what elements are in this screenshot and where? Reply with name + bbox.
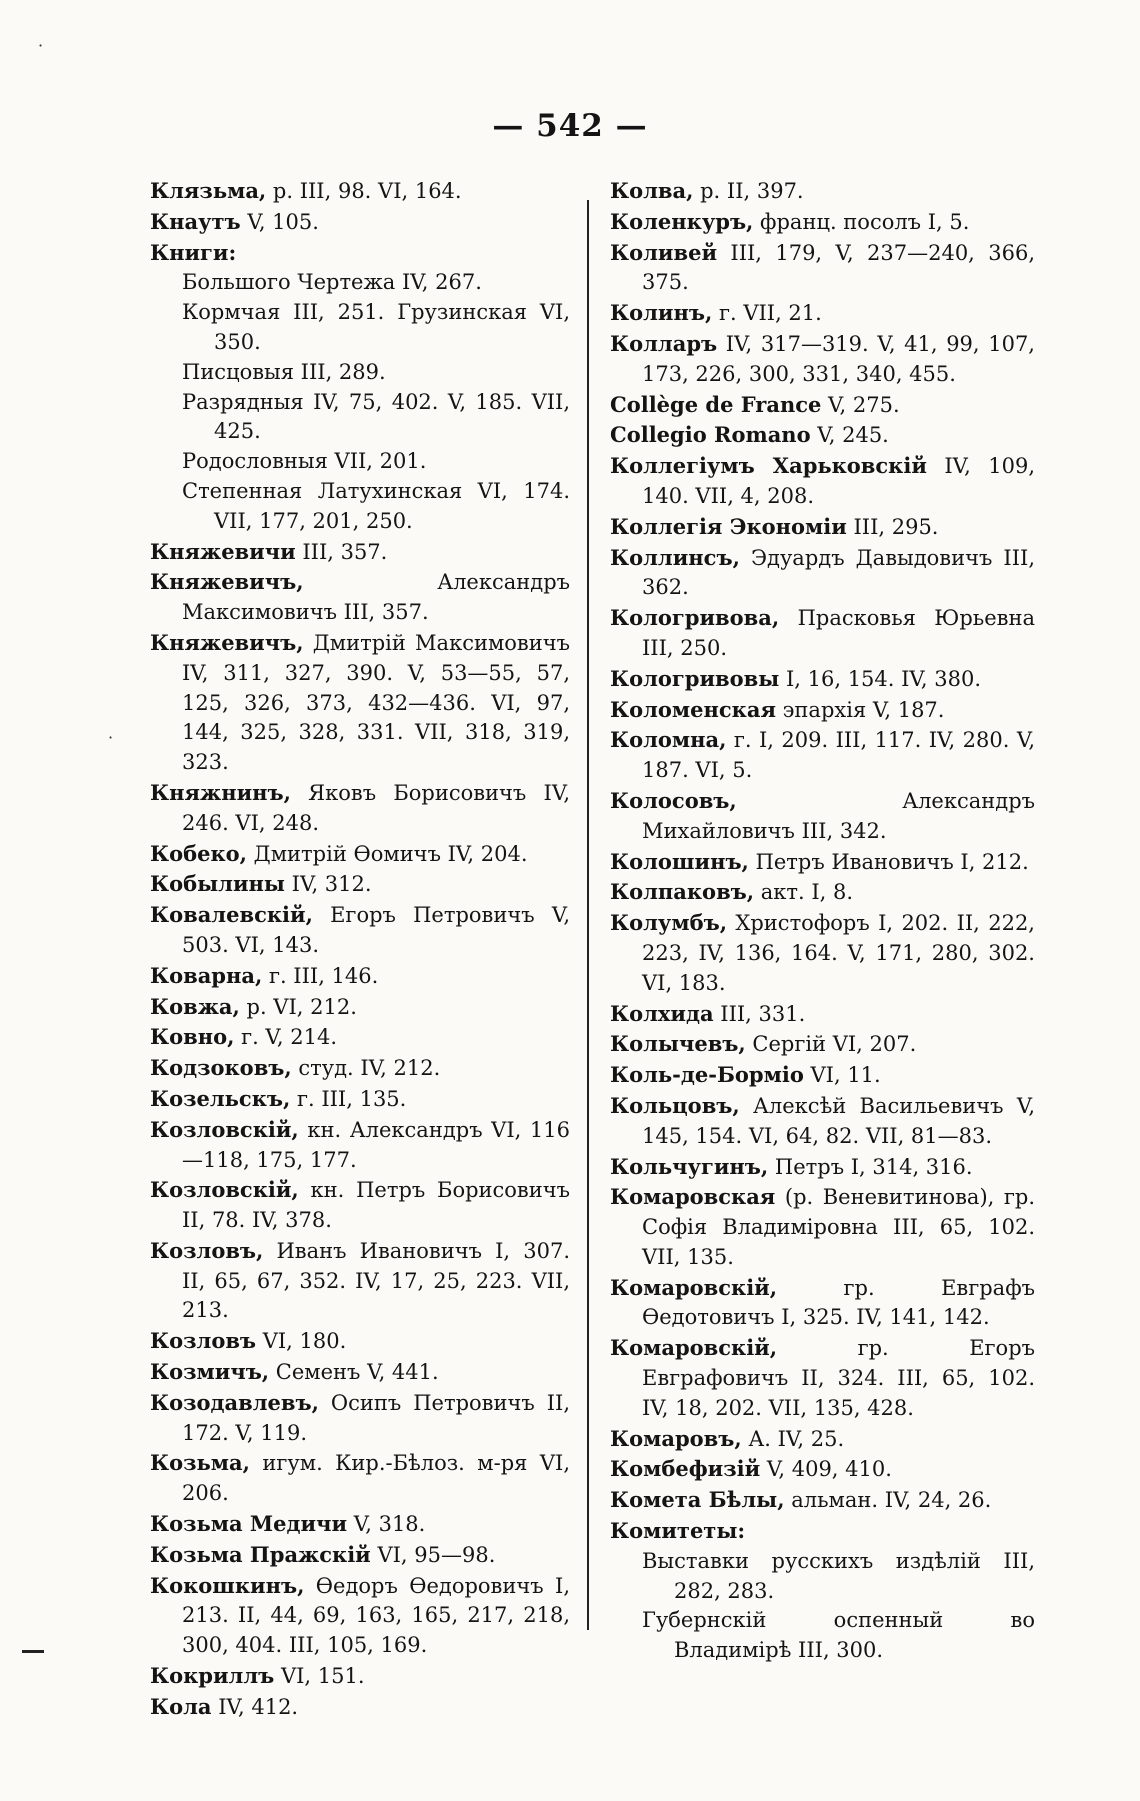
entry-references: Разрядныя IV, 75, 402. V, 185. VII, 425. <box>182 389 570 444</box>
entry-heading: Княжнинъ, <box>150 779 291 805</box>
entry-heading: Колосовъ, <box>610 787 737 813</box>
entry-references: р. VI, 212. <box>239 994 357 1019</box>
index-entry <box>150 207 570 238</box>
index-entry <box>610 1029 1035 1060</box>
entry-heading: Коломенская <box>610 696 776 722</box>
index-entry <box>150 1448 570 1509</box>
entry-references: эпархія V, 187. <box>775 697 945 722</box>
index-entry <box>150 961 570 992</box>
index-entry <box>610 451 1035 512</box>
entry-references: Петръ Ивановичъ I, 212. <box>748 849 1029 874</box>
entry-heading: Козельскъ, <box>150 1085 291 1111</box>
index-entry <box>150 1053 570 1084</box>
index-subentry <box>150 268 570 298</box>
entry-references: Семенъ V, 441. <box>269 1360 439 1385</box>
entry-references: Петръ I, 314, 316. <box>768 1154 973 1179</box>
entry-heading: Книги: <box>150 239 237 265</box>
entry-heading: Коленкуръ, <box>610 208 754 234</box>
entry-heading: Кола <box>150 1693 212 1719</box>
entry-references: р. III, 98. VI, 164. <box>266 179 462 203</box>
entry-references: Дмитрій Ѳомичъ IV, 204. <box>246 841 528 866</box>
entry-heading: Колларъ <box>610 330 718 356</box>
index-entry <box>610 238 1035 299</box>
index-entry <box>150 839 570 870</box>
entry-references: IV, 312. <box>284 872 372 897</box>
index-entry <box>610 664 1035 695</box>
margin-dash-mark <box>22 1650 44 1653</box>
page-number: — 542 — <box>492 108 648 144</box>
entry-heading: Козловъ, <box>150 1237 264 1263</box>
entry-references: (р. Веневитинова), гр. Софія Владиміровна III, 65, 102. VII, 135. <box>642 1185 1035 1269</box>
entry-references: Осипъ Петровичъ II, 172. V, 119. <box>182 1390 570 1445</box>
entry-references: III, 331. <box>713 1001 806 1026</box>
entry-references: VI, 11. <box>803 1063 881 1088</box>
entry-heading: Кологривова, <box>610 605 780 631</box>
index-entry <box>150 1509 570 1540</box>
index-entry <box>610 176 1035 207</box>
index-entry <box>610 877 1035 908</box>
entry-references: франц. посолъ I, 5. <box>753 209 970 234</box>
entry-heading: Княжевичи <box>150 538 296 564</box>
index-entry <box>150 1388 570 1449</box>
entry-heading: Коливей <box>610 239 718 265</box>
index-entry <box>150 1115 570 1176</box>
entry-heading: Княжевичъ, <box>150 569 304 595</box>
index-subentry <box>150 388 570 448</box>
entry-heading: Комаровская <box>610 1184 776 1210</box>
index-entry <box>150 628 570 778</box>
entry-references: Кормчая III, 251. Грузинская VI, 350. <box>182 300 570 354</box>
entry-heading: Козловскій, <box>150 1116 299 1142</box>
entry-heading: Колхида <box>610 1000 714 1026</box>
entry-heading: Козьма, <box>150 1450 250 1476</box>
entry-references: игум. Кир.-Бѣлоз. м-ря VI, 206. <box>182 1451 570 1506</box>
entry-references: Ѳедоръ Ѳедоровичъ I, 213. II, 44, 69, 163, 165, 217, 218, 300, 404. III, 105, 169. <box>182 1573 570 1658</box>
index-entry <box>610 725 1035 786</box>
entry-heading: Комета Бѣлы, <box>610 1487 785 1513</box>
index-entry <box>150 1084 570 1115</box>
margin-dot-mark: · <box>108 728 114 747</box>
entry-references: V, 318. <box>347 1512 426 1537</box>
entry-heading: Козодавлевъ, <box>150 1389 319 1415</box>
index-subentry <box>610 1547 1035 1607</box>
entry-heading: Коломна, <box>610 727 727 753</box>
entry-references: VI, 151. <box>274 1664 365 1689</box>
entry-references: VI, 95—98. <box>370 1542 496 1567</box>
entry-references: Степенная Латухинская VI, 174. VII, 177, 201, 250. <box>182 478 570 533</box>
entry-references: I, 16, 154. IV, 380. <box>779 666 982 691</box>
index-column-right <box>610 176 1035 1666</box>
entry-references: г. VII, 21. <box>712 301 822 326</box>
entry-heading: Княжевичъ, <box>150 629 304 655</box>
entry-heading: Колва, <box>610 178 694 203</box>
entry-references: кн. Александръ VI, 116—118, 175, 177. <box>182 1117 570 1172</box>
index-entry <box>150 1022 570 1053</box>
index-entry <box>610 420 1035 451</box>
index-entry <box>610 1273 1035 1334</box>
index-entry <box>610 1424 1035 1455</box>
entry-references: IV, 109, 140. VII, 4, 208. <box>642 454 1036 508</box>
entry-heading: Кокриллъ <box>150 1663 275 1689</box>
entry-heading: Коллинсъ, <box>610 544 740 570</box>
entry-heading: Козловскій, <box>150 1177 299 1203</box>
entry-references: г. V, 214. <box>234 1025 338 1050</box>
index-entry <box>610 543 1035 604</box>
entry-references: Александръ Максимовичъ III, 357. <box>182 570 570 625</box>
index-entry <box>150 176 570 207</box>
entry-heading: Колинъ, <box>610 300 713 326</box>
index-entry <box>150 1175 570 1236</box>
index-entry <box>610 207 1035 238</box>
entry-references: студ. IV, 212. <box>291 1056 441 1081</box>
index-entry <box>150 869 570 900</box>
index-column-left <box>150 176 570 1723</box>
entry-references: гр. Евграфъ Ѳедотовичъ I, 325. IV, 141, 142. <box>642 1275 1035 1330</box>
index-entry <box>150 1692 570 1723</box>
entry-heading: Кодзоковъ, <box>150 1055 292 1081</box>
entry-heading: Коварна, <box>150 962 263 988</box>
entry-references: Губернскій оспенный во Владимірѣ III, 300. <box>642 1608 1035 1663</box>
entry-references: Писцовыя III, 289. <box>182 359 386 384</box>
entry-heading: Ковалевскій, <box>150 902 313 928</box>
entry-heading: Колпаковъ, <box>610 879 755 905</box>
entry-heading: Кобылины <box>150 871 285 897</box>
entry-heading: Collège de France <box>610 391 822 417</box>
index-entry <box>610 1454 1035 1485</box>
index-entry <box>610 847 1035 878</box>
entry-references: Выставки русскихъ издѣлій III, 282, 283. <box>642 1548 1035 1603</box>
index-entry <box>610 1485 1035 1516</box>
index-entry <box>150 778 570 839</box>
entry-heading: Кольчугинъ, <box>610 1153 769 1179</box>
entry-references: А. IV, 25. <box>741 1426 845 1451</box>
index-entry <box>150 1357 570 1388</box>
entry-references: V, 409, 410. <box>760 1457 892 1482</box>
entry-heading: Кокошкинъ, <box>150 1572 305 1598</box>
index-entry <box>610 298 1035 329</box>
index-entry <box>610 1060 1035 1091</box>
entry-references: р. II, 397. <box>693 179 804 203</box>
entry-references: кн. Петръ Борисовичъ II, 78. IV, 378. <box>182 1178 570 1233</box>
entry-heading: Комитеты: <box>610 1518 746 1544</box>
entry-references: альман. IV, 24, 26. <box>784 1488 992 1513</box>
index-entry <box>610 786 1035 847</box>
entry-heading: Клязьма, <box>150 178 267 203</box>
entry-references: III, 179, V, 237—240, 366, 375. <box>642 240 1035 295</box>
entry-references: Родословныя VII, 201. <box>182 449 427 474</box>
entry-heading: Кнаутъ <box>150 208 241 234</box>
entry-references: Сергій VI, 207. <box>745 1032 917 1057</box>
entry-references: Иванъ Ивановичъ I, 307. II, 65, 67, 352. IV, 17, 25, 223. VII, 213. <box>182 1238 570 1323</box>
index-subentry <box>150 447 570 477</box>
entry-heading: Кольцовъ, <box>610 1092 740 1118</box>
entry-heading: Ковно, <box>150 1024 235 1050</box>
index-entry <box>150 537 570 568</box>
index-entry <box>150 1326 570 1357</box>
index-entry <box>150 1571 570 1661</box>
entry-heading: Кологривовы <box>610 665 780 691</box>
entry-heading: Collegio Romano <box>610 422 811 448</box>
index-entry <box>610 329 1035 390</box>
entry-references: Большого Чертежа IV, 267. <box>182 270 482 295</box>
index-entry <box>610 999 1035 1030</box>
index-entry <box>150 238 570 269</box>
entry-references: г. I, 209. III, 117. IV, 280. V, 187. VI, 5. <box>642 728 1035 783</box>
entry-heading: Козловъ <box>150 1328 257 1354</box>
entry-references: Христофоръ I, 202. II, 222, 223, IV, 136, 164. V, 171, 280, 302. VI, 183. <box>642 911 1035 995</box>
entry-references: IV, 412. <box>211 1694 299 1719</box>
entry-references: гр. Егоръ Евграфовичъ II, 324. III, 65, 102. IV, 18, 202. VII, 135, 428. <box>642 1336 1035 1420</box>
entry-heading: Комаровскій, <box>610 1335 778 1361</box>
entry-references: Дмитрій Максимовичъ IV, 311, 327, 390. V, 53—55, 57, 125, 326, 373, 432—436. VI, 97, 144, 325, 328, 331. VII, 318, 319, 323. <box>182 630 570 775</box>
index-entry <box>150 1661 570 1692</box>
entry-heading: Комаровъ, <box>610 1425 742 1451</box>
entry-references: III, 295. <box>846 514 939 539</box>
entry-heading: Козьма Медичи <box>150 1511 348 1537</box>
index-entry <box>610 1091 1035 1152</box>
entry-references: V, 275. <box>821 392 900 417</box>
entry-references: VI, 180. <box>256 1329 347 1354</box>
index-entry <box>150 1540 570 1571</box>
entry-heading: Козьма Пражскій <box>150 1541 371 1567</box>
entry-heading: Кобеко, <box>150 840 247 866</box>
entry-heading: Колошинъ, <box>610 848 749 874</box>
index-subentry <box>150 477 570 537</box>
index-subentry <box>150 358 570 388</box>
index-entry <box>610 1333 1035 1423</box>
entry-heading: Колумбъ, <box>610 910 728 936</box>
entry-references: Эдуардъ Давыдовичъ III, 362. <box>642 545 1035 600</box>
entry-references: г. III, 135. <box>290 1086 407 1111</box>
entry-references: Яковъ Борисовичъ IV, 246. VI, 248. <box>182 780 570 835</box>
entry-heading: Комбефизій <box>610 1456 761 1482</box>
index-entry <box>610 390 1035 421</box>
index-entry <box>610 1152 1035 1183</box>
index-entry <box>150 1236 570 1326</box>
entry-heading: Ковжа, <box>150 993 240 1019</box>
index-entry <box>610 603 1035 664</box>
entry-references: Прасковья Юрьевна III, 250. <box>642 606 1035 660</box>
entry-references: Егоръ Петровичъ V, 503. VI, 143. <box>182 903 570 957</box>
index-entry <box>150 900 570 961</box>
index-entry <box>610 695 1035 726</box>
margin-dot-mark: · <box>38 36 44 55</box>
index-entry <box>610 908 1035 998</box>
index-entry <box>610 1182 1035 1272</box>
index-entry <box>150 992 570 1023</box>
entry-references: V, 105. <box>240 209 319 234</box>
index-entry <box>610 1516 1035 1547</box>
entry-references: г. III, 146. <box>262 963 379 988</box>
index-subentry <box>610 1606 1035 1666</box>
index-subentry <box>150 298 570 358</box>
entry-heading: Коль-де-Борміо <box>610 1062 804 1088</box>
index-entry <box>610 512 1035 543</box>
entry-references: IV, 317—319. V, 41, 99, 107, 173, 226, 300, 331, 340, 455. <box>642 331 1035 386</box>
entry-heading: Козмичъ, <box>150 1359 270 1385</box>
entry-references: Алексѣй Васильевичъ V, 145, 154. VI, 64, 82. VII, 81—83. <box>642 1093 1035 1148</box>
entry-references: V, 245. <box>810 423 889 448</box>
entry-references: Александръ Михайловичъ III, 342. <box>642 788 1035 843</box>
entry-references: акт. I, 8. <box>754 880 854 905</box>
column-divider <box>587 200 589 1630</box>
entry-heading: Колычевъ, <box>610 1031 746 1057</box>
entry-heading: Коллегія Экономіи <box>610 513 847 539</box>
entry-heading: Коллегіумъ Харьковскій <box>610 453 927 479</box>
entry-references: III, 357. <box>295 539 388 564</box>
index-entry <box>150 567 570 628</box>
entry-heading: Комаровскій, <box>610 1274 778 1300</box>
